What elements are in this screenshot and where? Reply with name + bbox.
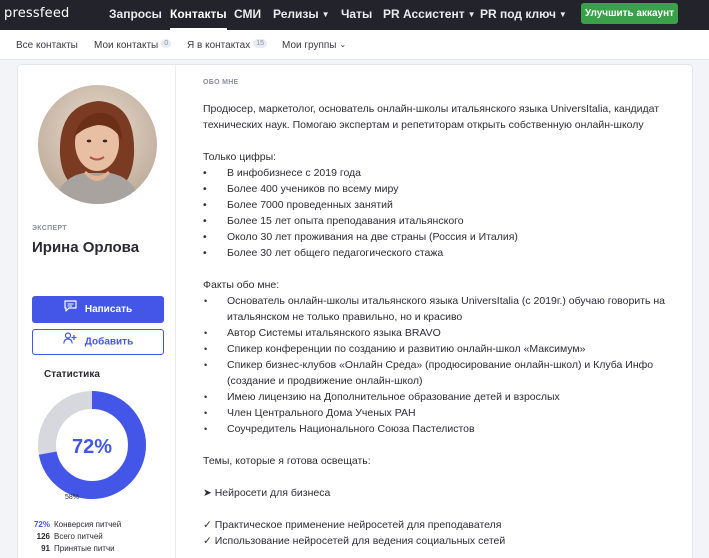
nav-releases[interactable] bbox=[273, 0, 330, 30]
add-contact-button[interactable] bbox=[32, 329, 164, 355]
subnav-label: Я в контактах bbox=[187, 40, 251, 51]
subnav-all-contacts[interactable] bbox=[16, 40, 78, 51]
nav-label: Контакты bbox=[170, 7, 227, 21]
stat-accepted bbox=[32, 544, 115, 553]
list-item: • Более 7000 проведенных занятий bbox=[203, 197, 679, 213]
list-item: • Более 15 лет опыта преподавания итальянского bbox=[203, 213, 679, 229]
list-item: • Спикер бизнес-клубов «Онлайн Среда» (продюсирование онлайн-школ) и Клуба Инфо (создание и продвижение онлайн-школ) bbox=[203, 357, 679, 389]
list-item: • Соучредитель Национального Союза Пастелистов bbox=[203, 421, 679, 437]
nav-requests[interactable] bbox=[109, 0, 162, 30]
list-item: • Спикер конференции по созданию и развитию онлайн-школ «Максимум» bbox=[203, 341, 679, 357]
donut-center-value: 72% bbox=[71, 436, 113, 458]
role-label: ЭКСПЕРТ bbox=[32, 225, 67, 232]
stat-label: Всего питчей bbox=[54, 532, 103, 541]
stat-value: 126 bbox=[36, 532, 50, 541]
numbers-heading: Только цифры: bbox=[203, 151, 277, 163]
subnav-in-contacts[interactable] bbox=[187, 40, 267, 51]
list-item: • В инфобизнесе с 2019 года bbox=[203, 165, 679, 181]
subnav-label: Все контакты bbox=[16, 40, 78, 51]
conversion-donut bbox=[38, 387, 158, 507]
add-label: Добавить bbox=[84, 336, 134, 348]
about-text bbox=[203, 101, 679, 549]
nav-label: Релизы bbox=[273, 7, 319, 21]
topics-heading: Темы, которые я готова освещать: bbox=[203, 455, 371, 467]
numbers-list bbox=[203, 165, 679, 261]
intro-paragraph: Продюсер, маркетолог, основатель онлайн-школы итальянского языка UniversItalia, кандидат технических наук. Помогаю экспертам и репетиторам открыть собственную онлайн-школу bbox=[203, 103, 660, 131]
stat-label: Конверсия питчей bbox=[54, 520, 122, 529]
facts-list bbox=[203, 293, 679, 437]
stat-total bbox=[32, 532, 103, 541]
list-item: • Более 30 лет общего педагогического стажа bbox=[203, 245, 679, 261]
pressfeed-logo[interactable]: pressfeed bbox=[4, 6, 70, 21]
nav-label: Чаты bbox=[341, 7, 373, 21]
nav-pr-turnkey[interactable] bbox=[480, 0, 567, 30]
add-user-icon bbox=[63, 330, 77, 354]
profile-card bbox=[17, 64, 693, 558]
count-badge: 15 bbox=[253, 39, 267, 48]
stat-value: 72% bbox=[33, 520, 50, 529]
list-item: • Основатель онлайн-школы итальянского языка UniversItalia (с 2019г.) обучаю говорить на итальянском не только правильно, но и красиво bbox=[203, 293, 679, 325]
donut-small-label: 58% bbox=[64, 494, 80, 501]
upgrade-account-button[interactable]: Улучшить аккаунт bbox=[581, 3, 678, 24]
nav-chats[interactable] bbox=[341, 0, 372, 30]
list-item: • Автор Системы итальянского языка BRAVO bbox=[203, 325, 679, 341]
stat-label: Принятые питчи bbox=[54, 544, 115, 553]
count-badge: 0 bbox=[161, 39, 171, 48]
chat-icon bbox=[64, 296, 77, 323]
topic-item: ✓ Использование нейросетей для ведения социальных сетей bbox=[203, 535, 506, 547]
nav-label: PR Ассистент bbox=[383, 7, 465, 21]
chevron-down-icon: ▼ bbox=[321, 10, 330, 19]
nav-label: Запросы bbox=[109, 7, 162, 21]
nav-pr-assistant[interactable] bbox=[383, 0, 476, 30]
top-navigation bbox=[0, 0, 709, 30]
list-item: • Имею лицензию на Дополнительное образование детей и взрослых bbox=[203, 389, 679, 405]
nav-media[interactable] bbox=[234, 0, 261, 30]
contacts-subnav bbox=[0, 30, 709, 60]
subnav-label: Мои контакты bbox=[94, 40, 159, 51]
expert-name: Ирина Орлова bbox=[32, 239, 140, 256]
list-item: • Член Центрального Дома Ученых РАН bbox=[203, 405, 679, 421]
stat-value: 91 bbox=[41, 544, 50, 553]
subnav-label: Мои группы bbox=[282, 40, 337, 51]
subnav-my-groups[interactable] bbox=[282, 40, 346, 51]
write-label: Написать bbox=[84, 304, 133, 316]
nav-label: PR под ключ bbox=[480, 7, 556, 21]
nav-contacts[interactable] bbox=[170, 0, 227, 30]
stat-conversion bbox=[32, 520, 121, 529]
list-item: • Около 30 лет проживания на две страны (Россия и Италия) bbox=[203, 229, 679, 245]
topic-main: ➤ Нейросети для бизнеса bbox=[203, 487, 331, 499]
subnav-my-contacts[interactable] bbox=[94, 40, 171, 51]
profile-sidebar bbox=[18, 65, 176, 558]
stats-title: Статистика bbox=[44, 369, 100, 380]
chevron-down-icon: ▼ bbox=[467, 10, 476, 19]
facts-heading: Факты обо мне: bbox=[203, 279, 280, 291]
avatar bbox=[38, 85, 157, 204]
write-message-button[interactable] bbox=[32, 296, 164, 323]
about-title: ОБО МНЕ bbox=[203, 79, 239, 86]
topic-item: ✓ Практическое применение нейросетей для преподавателя bbox=[203, 519, 502, 531]
nav-label: СМИ bbox=[234, 7, 262, 21]
chevron-down-icon: ⌄ bbox=[339, 40, 347, 49]
list-item: • Более 400 учеников по всему миру bbox=[203, 181, 679, 197]
about-section bbox=[203, 65, 683, 558]
chevron-down-icon: ▼ bbox=[558, 10, 567, 19]
